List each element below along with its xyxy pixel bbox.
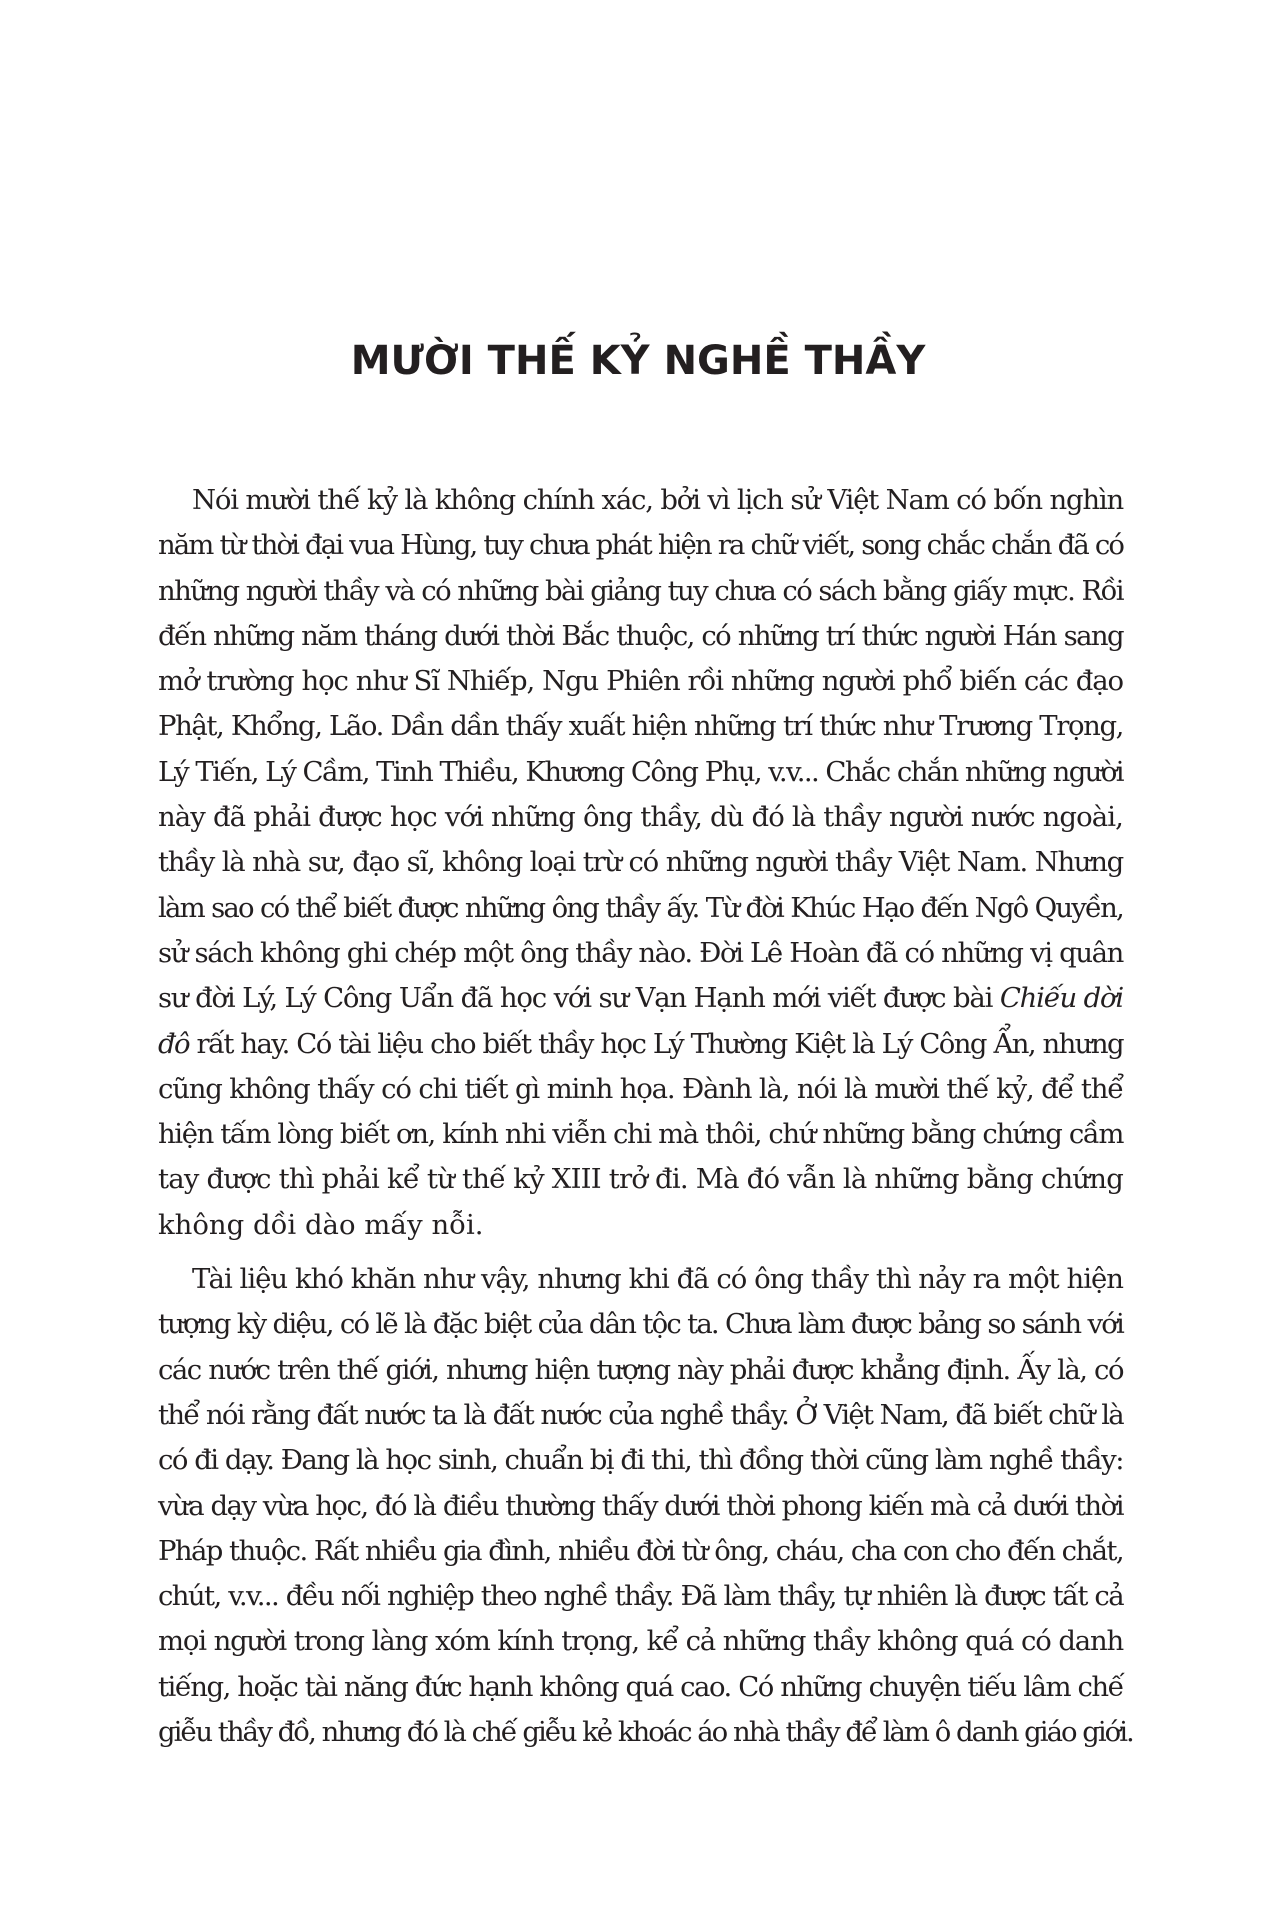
- text-line: mọi người trong làng xóm kính trọng, kể cả những thầy không quá có danh: [158, 1625, 1123, 1658]
- text-line: thể nói rằng đất nước ta là đất nước của nghề thầy. Ở Việt Nam, đã biết chữ là: [158, 1398, 1123, 1431]
- work-title-italic: Chiếu dời: [999, 982, 1124, 1015]
- text-line: chút, v.v... đều nối nghiệp theo nghề thầy. Đã làm thầy, tự nhiên là được tất cả: [158, 1580, 1123, 1613]
- text-line-with-title: [158, 1022, 1123, 1067]
- text-line: Phật, Khổng, Lão. Dần dần thấy xuất hiện những trí thức như Trương Trọng,: [158, 710, 1123, 743]
- text-line: tay được thì phải kể từ thế kỷ XIII trở đi. Mà đó vẫn là những bằng chứng: [158, 1163, 1123, 1196]
- text-line: không dồi dào mấy nỗi.: [158, 1208, 484, 1241]
- text-line: năm từ thời đại vua Hùng, tuy chưa phát hiện ra chữ viết, song chắc chắn đã có: [158, 529, 1123, 562]
- text-segment: sư đời Lý, Lý Công Uẩn đã học với sư Vạn Hạnh mới viết được bài: [158, 982, 1000, 1015]
- text-line: tượng kỳ diệu, có lẽ là đặc biệt của dân tộc ta. Chưa làm được bảng so sánh với: [158, 1308, 1123, 1341]
- text-segment: rất hay. Có tài liệu cho biết thầy học Lý Thường Kiệt là Lý Công Ẩn, nhưng: [188, 1027, 1123, 1060]
- work-title-italic: đô: [158, 1027, 189, 1060]
- text-line: giễu thầy đồ, nhưng đó là chế giễu kẻ khoác áo nhà thầy để làm ô danh giáo giới.: [158, 1716, 1133, 1749]
- chapter-body: [158, 478, 1133, 1755]
- text-line: sử sách không ghi chép một ông thầy nào. Đời Lê Hoàn đã có những vị quân: [158, 936, 1123, 969]
- text-line: này đã phải được học với những ông thầy, dù đó là thầy người nước ngoài,: [158, 801, 1123, 834]
- text-line: thầy là nhà sư, đạo sĩ, không loại trừ có những người thầy Việt Nam. Nhưng: [158, 846, 1123, 879]
- text-line: mở trường học như Sĩ Nhiếp, Ngu Phiên rồi những người phổ biến các đạo: [158, 665, 1123, 698]
- text-line: hiện tấm lòng biết ơn, kính nhi viễn chi mà thôi, chứ những bằng chứng cầm: [158, 1118, 1123, 1151]
- text-line: Tài liệu khó khăn như vậy, nhưng khi đã có ông thầy thì nảy ra một hiện: [192, 1263, 1123, 1296]
- text-line: Pháp thuộc. Rất nhiều gia đình, nhiều đời từ ông, cháu, cha con cho đến chắt,: [158, 1534, 1123, 1567]
- text-line: Nói mười thế kỷ là không chính xác, bởi vì lịch sử Việt Nam có bốn nghìn: [192, 484, 1123, 516]
- text-line: có đi dạy. Đang là học sinh, chuẩn bị đi thi, thì đồng thời cũng làm nghề thầy:: [158, 1444, 1123, 1477]
- text-line: các nước trên thế giới, nhưng hiện tượng này phải được khẳng định. Ấy là, có: [158, 1353, 1123, 1386]
- text-line-with-title: [158, 976, 1123, 1021]
- text-line: Lý Tiến, Lý Cầm, Tinh Thiều, Khương Công Phụ, v.v... Chắc chắn những người: [158, 755, 1123, 788]
- text-line: những người thầy và có những bài giảng tuy chưa có sách bằng giấy mực. Rồi: [158, 574, 1123, 607]
- text-line: đến những năm tháng dưới thời Bắc thuộc, có những trí thức người Hán sang: [158, 619, 1123, 652]
- text-line: tiếng, hoặc tài năng đức hạnh không quá cao. Có những chuyện tiếu lâm chế: [158, 1670, 1123, 1703]
- text-line: vừa dạy vừa học, đó là điều thường thấy dưới thời phong kiến mà cả dưới thời: [158, 1489, 1123, 1522]
- text-line: làm sao có thể biết được những ông thầy ấy. Từ đời Khúc Hạo đến Ngô Quyền,: [158, 891, 1123, 924]
- paragraph-2: [158, 1257, 1133, 1755]
- paragraph-1: [158, 478, 1123, 1248]
- text-line: cũng không thấy có chi tiết gì minh họa. Đành là, nói là mười thế kỷ, để thể: [158, 1072, 1123, 1105]
- chapter-title: MƯỜI THẾ KỶ NGHỀ THẦY: [350, 338, 926, 384]
